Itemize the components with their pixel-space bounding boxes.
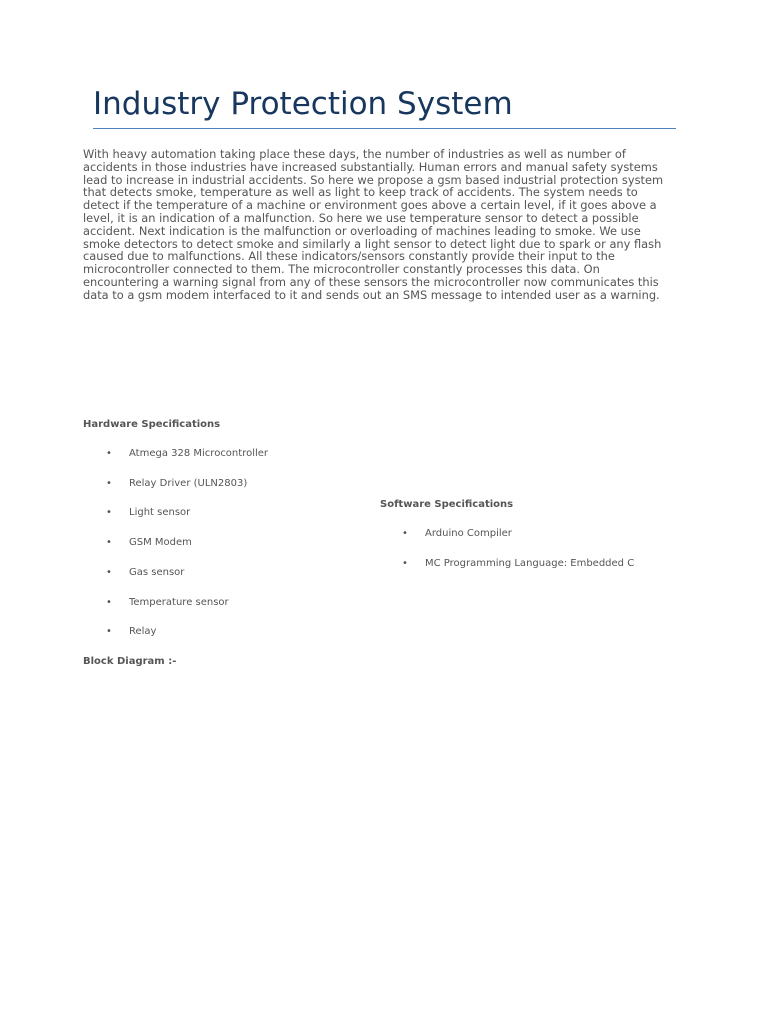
hardware-item: Relay bbox=[129, 626, 157, 637]
hardware-item: Temperature sensor bbox=[129, 597, 229, 608]
hardware-specifications-heading: Hardware Specifications bbox=[83, 419, 221, 430]
software-item: MC Programming Language: Embedded C bbox=[425, 558, 635, 569]
bullet-icon: • bbox=[402, 558, 408, 569]
hardware-item: Light sensor bbox=[129, 507, 191, 518]
software-item: Arduino Compiler bbox=[425, 528, 512, 539]
page-title: Industry Protection System bbox=[93, 86, 513, 122]
bullet-icon: • bbox=[106, 537, 112, 548]
bullet-icon: • bbox=[402, 528, 408, 539]
bullet-icon: • bbox=[106, 478, 112, 489]
hardware-item: Relay Driver (ULN2803) bbox=[129, 478, 248, 489]
bullet-icon: • bbox=[106, 507, 112, 518]
title-underline bbox=[93, 128, 676, 129]
hardware-item: Atmega 328 Microcontroller bbox=[129, 448, 269, 459]
bullet-icon: • bbox=[106, 448, 112, 459]
bullet-icon: • bbox=[106, 597, 112, 608]
bullet-icon: • bbox=[106, 567, 112, 578]
block-diagram-heading: Block Diagram :- bbox=[83, 656, 177, 667]
hardware-item: Gas sensor bbox=[129, 567, 185, 578]
bullet-icon: • bbox=[106, 626, 112, 637]
software-specifications-heading: Software Specifications bbox=[380, 499, 514, 510]
intro-paragraph: With heavy automation taking place these days, the number of industries as well as number of accidents in those industries have increased substantially. Human errors and manual safety systems lead to increase in industrial accidents. So here we propose a gsm based industrial protection system that detects smoke, temperature as well as light to keep track of accidents. The system needs to detect if the temperature of a machine or environment goes above a certain level, if it goes above a level, it is an indication of a malfunction. So here we use temperature sensor to detect a possible accident. Next indication is the malfunction or overloading of machines leading to smoke. We use smoke detectors to detect smoke and similarly a light sensor to detect light due to spark or any flash caused due to malfunctions. All these indicators/sensors constantly provide their input to the microcontroller connected to them. The microcontroller constantly processes this data. On encountering a warning signal from any of these sensors the microcontroller now communicates this data to a gsm modem interfaced to it and sends out an SMS message to intended user as a warning. bbox=[83, 147, 664, 302]
hardware-item: GSM Modem bbox=[129, 537, 192, 548]
